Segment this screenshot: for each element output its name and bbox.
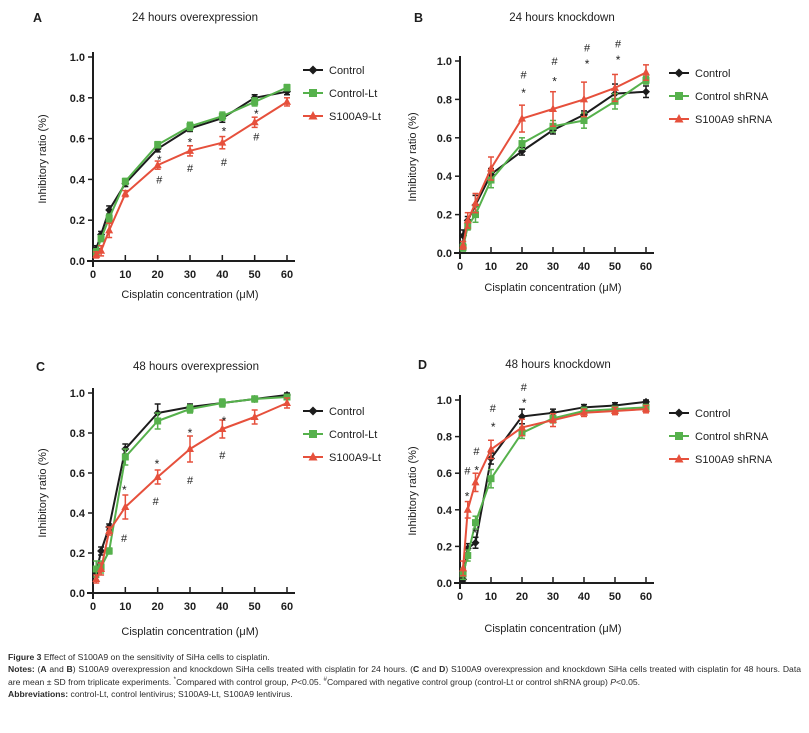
x-tick-label: 30: [546, 591, 560, 603]
data-point-marker: [251, 98, 258, 105]
x-axis-label: Cisplatin concentration (μM): [121, 289, 259, 301]
y-tick-label: 0.0: [436, 578, 452, 590]
hash-annotation: #: [520, 382, 527, 395]
data-point-marker: [187, 123, 194, 130]
legend-label: Control: [695, 68, 731, 80]
y-tick-label: 0.6: [69, 133, 85, 146]
hash-annotation: #: [584, 42, 591, 55]
y-tick-label: 1.0: [69, 52, 85, 64]
data-point-marker: [219, 113, 226, 120]
x-tick-label: 50: [608, 261, 622, 273]
hash-annotation: #: [219, 450, 226, 462]
x-axis-label: Cisplatin concentration (μM): [484, 623, 622, 635]
x-tick-label: 0: [456, 591, 464, 603]
caption-notes: [8, 663, 801, 688]
legend-item: [669, 431, 769, 443]
asterisk-annotation: *: [156, 152, 162, 167]
panel-letter: B: [414, 11, 424, 25]
x-tick-label: 30: [546, 261, 560, 273]
notes-label: Notes:: [8, 664, 35, 675]
hash-annotation: #: [551, 56, 558, 68]
x-tick-label: 40: [577, 261, 591, 273]
data-point-marker: [106, 215, 113, 222]
figure-caption: [8, 651, 801, 701]
y-tick-label: 0.4: [69, 174, 85, 187]
y-tick-label: 0.8: [69, 92, 85, 105]
hash-annotation: #: [489, 403, 496, 416]
data-point-marker: [154, 141, 161, 148]
panel-letter: A: [33, 11, 43, 25]
chart-panel-d: [404, 330, 808, 660]
legend-marker: [309, 89, 317, 97]
panel-a-24h-overexpression: [0, 0, 404, 330]
legend-marker: [675, 409, 684, 418]
asterisk-annotation: *: [552, 74, 557, 89]
caption-figure-line: [8, 651, 801, 663]
x-tick-label: 50: [248, 269, 261, 281]
y-axis-label: Inhibitory ratio (%): [37, 114, 49, 204]
legend-label: Control shRNA: [695, 91, 769, 103]
chart-panel-b: [404, 0, 808, 330]
series-control-shrna: [460, 76, 650, 251]
data-point-marker: [464, 505, 472, 513]
x-tick-label: 0: [456, 261, 464, 273]
x-axis-label: Cisplatin concentration (μM): [121, 626, 259, 638]
panel-c-48h-overexpression: [0, 330, 404, 660]
y-tick-label: 0.2: [436, 541, 452, 554]
legend-item: [669, 454, 773, 466]
x-tick-label: 30: [183, 269, 197, 281]
x-tick-label: 10: [484, 261, 498, 273]
hash-annotation: #: [220, 157, 228, 170]
abbreviations-text: control-Lt, control lentivirus; S100A9-Lt, S100A9 lentivirus.: [68, 689, 293, 700]
asterisk-annotation: *: [615, 53, 621, 68]
data-point-marker: [219, 400, 226, 407]
legend-label: S100A9-Lt: [329, 452, 381, 464]
legend: [303, 406, 381, 464]
legend: [669, 68, 773, 126]
x-tick-label: 20: [515, 261, 529, 273]
y-axis-label: Inhibitory ratio (%): [407, 112, 419, 202]
hash-annotation: #: [464, 465, 471, 478]
asterisk-annotation: *: [187, 426, 193, 440]
y-tick-label: 0.0: [69, 256, 85, 268]
asterisk-annotation: *: [221, 414, 227, 428]
asterisk-annotation: *: [154, 457, 160, 471]
legend-label: Control-Lt: [329, 88, 378, 100]
data-point-marker: [581, 117, 588, 124]
y-tick-label: 1.0: [436, 395, 452, 407]
asterisk-annotation: *: [472, 525, 478, 540]
legend-marker: [675, 432, 683, 440]
x-tick-label: 40: [216, 269, 229, 281]
legend-item: [669, 68, 730, 80]
data-point-marker: [488, 475, 495, 482]
hash-annotation: #: [156, 174, 163, 187]
legend-item: [303, 452, 381, 464]
hash-annotation: #: [253, 131, 260, 144]
asterisk-annotation: *: [464, 489, 470, 504]
x-tick-label: 20: [515, 591, 529, 603]
y-tick-label: 0.4: [69, 508, 85, 520]
y-tick-label: 0.4: [436, 171, 452, 184]
x-tick-label: 30: [183, 601, 197, 613]
data-point-marker: [154, 418, 161, 425]
legend-label: S100A9 shRNA: [695, 114, 773, 126]
legend-marker: [309, 407, 318, 416]
data-point-marker: [519, 140, 526, 147]
abbreviations-label: Abbreviations:: [8, 689, 69, 700]
y-tick-label: 0.2: [436, 209, 452, 222]
panel-letter: D: [418, 358, 428, 372]
y-tick-label: 0.8: [436, 431, 452, 444]
legend-item: [669, 91, 769, 103]
legend-label: Control shRNA: [695, 431, 769, 443]
legend-item: [303, 111, 381, 123]
y-tick-label: 0.2: [69, 548, 85, 560]
legend-marker: [309, 430, 317, 438]
x-tick-label: 10: [484, 591, 498, 603]
data-point-marker: [642, 68, 650, 76]
x-tick-label: 20: [151, 601, 164, 613]
x-tick-label: 60: [639, 591, 653, 603]
legend-label: Control: [695, 408, 731, 420]
x-tick-label: 10: [119, 269, 132, 281]
y-axis-label: Inhibitory ratio (%): [37, 448, 49, 538]
panel-b-24h-knockdown: [404, 0, 808, 330]
x-tick-label: 60: [280, 269, 294, 281]
panel-letter: C: [36, 360, 46, 374]
panel-d-48h-knockdown: [404, 330, 808, 660]
figure-title-text: Effect of S100A9 on the sensitivity of SiHa cells to cisplatin.: [41, 652, 270, 662]
x-axis-label: Cisplatin concentration (μM): [484, 282, 622, 294]
asterisk-annotation: *: [122, 483, 127, 497]
data-point-marker: [106, 548, 113, 555]
legend-label: Control-Lt: [329, 429, 378, 441]
y-tick-label: 0.6: [436, 132, 452, 145]
data-point-marker: [284, 84, 291, 91]
significance-annotations: [121, 414, 227, 545]
hash-annotation: #: [520, 69, 527, 82]
chart-panel-c: [0, 330, 404, 660]
axes: [87, 52, 295, 267]
x-tick-label: 40: [216, 601, 229, 613]
asterisk-annotation: *: [521, 85, 526, 100]
hash-annotation: #: [120, 533, 128, 545]
data-point-marker: [251, 396, 258, 403]
series-s100a9-lt: [92, 97, 291, 258]
legend-item: [669, 408, 730, 420]
x-tick-label: 50: [248, 601, 261, 613]
legend-marker: [675, 92, 683, 100]
legend-label: Control: [329, 406, 365, 418]
legend-marker: [675, 69, 684, 78]
data-point-marker: [642, 88, 650, 96]
asterisk-annotation: *: [521, 396, 527, 410]
data-point-marker: [472, 478, 480, 486]
legend: [303, 65, 381, 123]
y-axis-label: Inhibitory ratio (%): [407, 446, 419, 536]
x-tick-label: 60: [280, 601, 294, 613]
x-tick-label: 50: [608, 591, 622, 603]
notes-text: (A and B) S100A9 overexpression and knockdown SiHa cells treated with cisplatin for 24 hours. (C and D) S100A9 overexpression and knockdown SiHa cells treated with cisplatin for 48 hours. Data are mean ± SD from triplicate experiments. *Compared with control group, P<0.05. #Compared with negative control group (control-Lt or control shRNA group) P<0.05.: [8, 664, 801, 687]
x-tick-label: 0: [89, 601, 97, 613]
panel-title: 24 hours knockdown: [509, 12, 615, 24]
hash-annotation: #: [186, 475, 194, 487]
data-point-marker: [487, 445, 495, 453]
chart-panel-a: [0, 0, 404, 330]
hash-annotation: #: [186, 163, 194, 176]
legend-label: Control: [329, 65, 365, 77]
y-tick-label: 0.6: [69, 468, 85, 480]
x-tick-label: 20: [151, 269, 164, 281]
data-point-marker: [98, 235, 105, 242]
panel-title: 48 hours knockdown: [505, 359, 611, 371]
asterisk-annotation: *: [221, 124, 227, 139]
asterisk-annotation: *: [253, 107, 259, 122]
legend-item: [303, 65, 364, 77]
legend-item: [303, 429, 377, 441]
x-tick-label: 10: [119, 601, 132, 613]
legend-item: [303, 88, 377, 100]
y-tick-label: 0.0: [69, 588, 85, 600]
figure-label: Figure 3: [8, 652, 42, 662]
hash-annotation: #: [152, 496, 159, 508]
y-tick-label: 1.0: [436, 56, 452, 68]
legend-marker: [309, 66, 318, 75]
asterisk-annotation: *: [187, 135, 193, 150]
y-tick-label: 0.8: [436, 94, 452, 107]
hash-annotation: #: [615, 38, 622, 51]
x-tick-label: 40: [577, 591, 591, 603]
data-point-marker: [122, 454, 129, 461]
panel-title: 48 hours overexpression: [133, 361, 259, 373]
panel-title: 24 hours overexpression: [132, 12, 258, 24]
asterisk-annotation: *: [474, 463, 480, 478]
y-tick-label: 0.6: [436, 468, 452, 481]
hash-annotation: #: [473, 446, 480, 459]
series-control-shrna: [460, 404, 650, 580]
x-tick-label: 0: [89, 269, 97, 281]
y-tick-label: 0.8: [69, 428, 85, 440]
caption-abbreviations: [8, 688, 801, 700]
asterisk-annotation: *: [584, 57, 590, 71]
legend-label: S100A9-Lt: [329, 111, 381, 123]
y-tick-label: 1.0: [69, 388, 85, 400]
data-point-marker: [187, 406, 194, 413]
x-tick-label: 60: [639, 261, 653, 273]
legend-item: [669, 114, 773, 126]
y-tick-label: 0.0: [436, 248, 452, 260]
legend: [669, 408, 773, 466]
y-tick-label: 0.4: [436, 504, 452, 517]
data-point-marker: [122, 178, 129, 185]
legend-label: S100A9 shRNA: [695, 454, 773, 466]
legend-item: [303, 406, 364, 418]
asterisk-annotation: *: [490, 419, 496, 434]
y-tick-label: 0.2: [69, 215, 85, 228]
